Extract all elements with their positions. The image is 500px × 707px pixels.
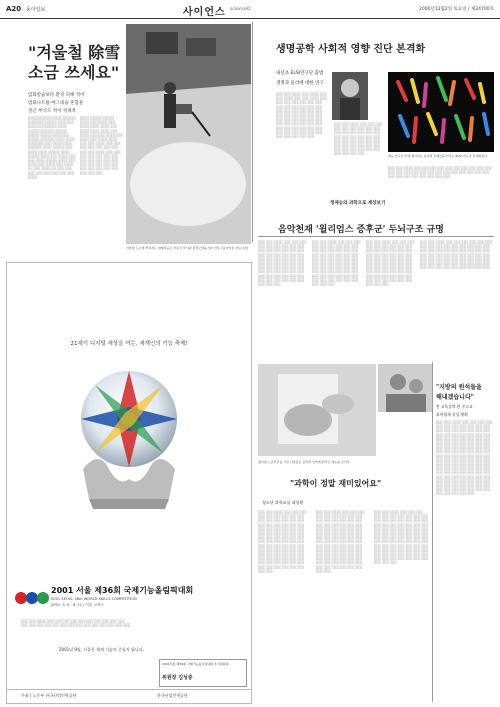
story3-photo [258, 364, 376, 456]
story1-sub: 철근 부식도 적어 경제적 [28, 109, 76, 114]
story5-headline: "지방의 원석들을 [436, 384, 482, 391]
event-title-en: 2001 SEOUL 36th WORLD SKILLS COMPETITION [51, 597, 137, 601]
story3-body: ░░░ ░░░ ░░░░ ░░░ ░░░ ░░░ ░░░ ░░░ ░░░ ░░░ ░░░ ░░░ ░░░ ░░░ ░░░ ░░░ ░░░ ░░░ ░░░ ░░░ ░░░ ░░░ ░░░ ░░░ ░░░ ░░░ ░░░ ░░░ ░░░ ░░░ ░░░ ░░░ ░░░ ░░░ ░░░ ░░░ ░░░ ░░░ ░░░ ░░░ ░░░ ░░░ ░░░ ░░░ ░░░ ░░░ ░░░ ░░░ ░░░ ░░░ ░░░ ░░░ ░░░ ░░░ ░░░ ░░░ ░░░ ░░░ ░░░ ░░░ ░░░ ░░░ ░░░ [258, 240, 307, 287]
story3-headline: 음악천재 '윌리엄스 증후군' 두뇌구조 규명 [278, 225, 444, 235]
story1-sub: 염화칼슘보다 환경 피해 적어 [28, 93, 85, 98]
story1-photo-caption: 겨울철 도로에 뿌려지는 염화칼슘은 자동차 부식과 환경오염을 일으킨다. [동아일보 자료사진] [126, 246, 249, 250]
story1-body: ░░░░░░░░░░ ░░░░ ░░░░░░ ░░░░░░░ ░░░░░ ░░░░░░░ ░░░░ ░░░░░░░░ ░░░░ ░░░░░ ░░░░░░ ░░░░░ ░░░░░ ░░░░░ ░░░░░░░ ░░░░░ ░░░░░░ ░░░░ ░░░░ ░░░░░░░ ░░░ ░░░░ ░░░░ ░░░░░░ ░░░░ ░░░░░ ░░░ ░░░░ ░░░░ ░░░░░ ░░░░ ░░░░░ ░░░░ ░░░ ░░░░ ░░░ ░░░ ░░░░ ░░░░░ ░░░░ ░░░ ░░░░ ░░░ ░░░░ ░░░ ░░░░ ░░ ░░░ ░░░░ ░░ ░░░ ░░░ ░░░ ░░░ ░░░ ░░░ ░░░ ░░░ ░░░░ [28, 116, 77, 179]
ad-bottom-label: 주최 / 노동부 한국산업인력공단 [21, 693, 77, 698]
researcher-portrait [332, 72, 368, 120]
globe-hands-illustration [69, 359, 189, 509]
story2-headline: 생명공학 사회적 영향 진단 본격화 [276, 44, 426, 55]
ad-slogan: 21세기 디지털 세상을 여는, 세계인의 기능 축제! [70, 341, 188, 347]
story2-body: ░░░ ░░░ ░░░░ ░░░ ░░░░ ░░░ ░░░ ░░░░ ░░░ ░░░ ░░░░ ░░░ ░░░ ░░░ ░░░ ░░░ ░░░ ░░░ ░░░ ░░░ ░░░ ░░░ ░░░ ░░░ ░░░ ░░░ ░░░ ░░░ ░░░ ░░░ ░░░ ░░░ ░░░ ░░░ ░░░ ░░░ ░░░ ░░░ ░░░ ░░░ ░░░ ░░░ ░░░ ░░░ ░░░ ░░░ ░░░ ░░░ ░░░ ░░░ ░░░ ░░░ ░░░ ░░░ ░░░ ░░░ ░░░ ░░░ ░░░ ░░░ ░░░ ░░░ ░░░ ░░░ ░░░ [276, 92, 327, 139]
salt-spreading-photo [126, 24, 251, 244]
org-box-label: 2001서울 제36회 국제기능올림픽대회 조직위원회 [162, 662, 229, 666]
paper-name: 동아일보 [26, 7, 46, 13]
event-logo [13, 587, 51, 609]
story3-body: ░░░ ░░░ ░░░░ ░░░ ░░░ ░░░ ░░░ ░░░ ░░░ ░░░ ░░░ ░░░ ░░░ ░░░ ░░░ ░░░ ░░░ ░░░ ░░░ ░░░ ░░░ ░░░ ░░░ ░░░ ░░░ ░░░ ░░░ ░░░ ░░░ ░░░ ░░░ ░░░ ░░░ ░░░ ░░░ ░░░ ░░░ ░░░ ░░░ ░░░ ░░░ ░░░ ░░░ ░░░ ░░░ ░░░ ░░░ ░░░ ░░░ ░░░ ░░░ ░░░ ░░░ ░░░ ░░░ ░░░ ░░░ ░░░ ░░░ ░░░ ░░░ ░░░ ░░░ [366, 240, 415, 287]
advertisement [6, 262, 252, 704]
story4-sub: 청소년 과학교실 대성황 [262, 500, 304, 505]
story4-headline: "과학이 정말 재미있어요" [290, 478, 382, 488]
story1-headline-2: 소금 쓰세요" [28, 63, 120, 82]
ad-body: ░░░ ░░░ ░░░░ ░░░ ░░░ ░░░ ░░░ ░░░ ░░░ ░░░ ░░░ ░░░ ░░░ ░░░ ░░░ ░░░ ░░░ ░░░ ░░░ ░░░ ░░░ ░░░ ░░░ ░░░ ░░░ ░░░ ░░░ [21, 619, 131, 628]
story4-body: ░░░ ░░░ ░░░░ ░░░ ░░░ ░░░ ░░░ ░░░ ░░░ ░░░ ░░░ ░░░ ░░░ ░░░ ░░░ ░░░ ░░░ ░░░ ░░░ ░░░ ░░░ ░░░ ░░░ ░░░ ░░░ ░░░ ░░░ ░░░ ░░░ ░░░ ░░░ ░░░ ░░░ ░░░ ░░░ ░░░ ░░░ ░░░ ░░░ ░░░ ░░░ ░░░ ░░░ ░░░ ░░░ ░░░ ░░░ ░░░ ░░░ ░░░ ░░░ ░░░ ░░░ ░░░ ░░░ ░░░ ░░░ ░░░ ░░░ ░░░ ░░░ ░░░ ░░░ ░░░ ░░░ ░░░ ░░░ ░░░ ░░░ ░░░ ░░░ ░░░ ░░░ ░░░ ░░░ ░░░ ░░░ ░░░ ░░░ ░░░ ░░░ ░░░ ░░░ ░░░ ░░░ ░░░ [316, 510, 365, 573]
story5-body: ░░░ ░░░ ░░░░ ░░░ ░░░ ░░░ ░░░ ░░░ ░░░ ░░░ ░░░ ░░░ ░░░ ░░░ ░░░ ░░░ ░░░ ░░░ ░░░ ░░░ ░░░ ░░░ ░░░ ░░░ ░░░ ░░░ ░░░ ░░░ ░░░ ░░░ ░░░ ░░░ ░░░ ░░░ ░░░ ░░░ ░░░ ░░░ ░░░ ░░░ ░░░ ░░░ ░░░ ░░░ ░░░ ░░░ ░░░ ░░░ ░░░ ░░░ ░░░ ░░░ ░░░ ░░░ ░░░ ░░░ ░░░ ░░░ ░░░ ░░░ ░░░ ░░░ ░░░ ░░░ ░░░ ░░░ ░░░ ░░░ ░░░ ░░░ ░░░ ░░░ ░░░ ░░░ ░░░ ░░░ ░░░ ░░░ ░░░ ░░░ ░░░ ░░░ ░░░ ░░░ ░░░ ░░░ ░░░ ░░░ ░░░ ░░░ ░░░ ░░░ ░░░ ░░░ ░░░ ░░░ ░░░ ░░░ ░░░ ░░░ ░░░ ░░░ ░░░ ░░░ ░░░ ░░░ ░░░ ░░░ ░░░ ░░░ ░░░ ░░░ ░░░ ░░░ ░░░ ░░░ ░░░ ░░░ ░░░ ░░░ ░░░ ░░░ ░░░ ░░░ [436, 420, 493, 496]
story2-sub: 내년초 ELSI연구단 출범 [276, 71, 324, 76]
ad-footer-text: 2001년 9월, 서울은 세계 기술의 중심지 됩니다. [59, 647, 144, 652]
story1-body: ░░░░ ░░░░░ ░░░░░ ░░░░ ░░░ ░░░░ ░░░ ░░░░ ░░░░ ░░░░ ░░░ ░░░░ ░░░░ ░░░░ ░░░ ░░░░ ░░░ ░░░ ░░░░ ░░░ ░░░░ ░░░ ░░░░ ░░░░ ░░░ ░░░ ░░░░ ░░░ ░░░ ░░░ ░░░ ░░░ ░░░ ░░░ ░░░ ░░░ ░░░░ ░░░ ░░░ ░░░ ░░░ ░░░ ░░░ ░░░ ░░░ ░░░ ░░░ ░░░ ░░░ ░░░ ░░░ ░░░ ░░░ ░░░ ░░░ ░░░ ░░░ ░░░ ░░░ ░░░ ░░░ ░░░ [80, 116, 124, 175]
story3-body: ░░░ ░░░ ░░░░ ░░░ ░░░ ░░░ ░░░ ░░░ ░░░ ░░░ ░░░ ░░░ ░░░ ░░░ ░░░ ░░░ ░░░ ░░░ ░░░ ░░░ ░░░ ░░░ ░░░ ░░░ ░░░ ░░░ ░░░ ░░░ ░░░ ░░░ ░░░ ░░░ ░░░ ░░░ ░░░ ░░░ ░░░ ░░░ ░░░ ░░░ ░░░ ░░░ ░░░ ░░░ ░░░ ░░░ ░░░ ░░░ ░░░ ░░░ ░░░ ░░░ ░░░ ░░░ ░░░ ░░░ ░░░ ░░░ ░░░ ░░░ ░░░ ░░░ ░░░ [420, 240, 493, 270]
story5-sub: 과학영재 육성 계획 [436, 412, 468, 417]
story1-sub: 염화나트륨-마그네슘 혼합물 [28, 101, 84, 106]
event-title: 2001 서울 제36회 국제기능올림픽대회 [51, 586, 194, 595]
story2-body: ░░░ ░░░ ░░░░ ░░░ ░░░ ░░░ ░░░ ░░░ ░░░ ░░░ ░░░ ░░░ ░░░ ░░░ ░░░ ░░░ ░░░ ░░░ ░░░ ░░░ ░░░ ░░░ ░░░ ░░░ ░░░ ░░░ ░░░ ░░░ ░░░ ░░░ ░░░ ░░░ ░░░ ░░░ ░░░ ░░░ ░░░ ░░░ ░░░ ░░░ ░░░ ░░░ ░░░ ░░░ ░░░ ░░░ [334, 122, 383, 156]
ad-rule [7, 689, 251, 690]
story4-body: ░░░ ░░░ ░░░░ ░░░ ░░░ ░░░ ░░░ ░░░ ░░░ ░░░ ░░░ ░░░ ░░░ ░░░ ░░░ ░░░ ░░░ ░░░ ░░░ ░░░ ░░░ ░░░ ░░░ ░░░ ░░░ ░░░ ░░░ ░░░ ░░░ ░░░ ░░░ ░░░ ░░░ ░░░ ░░░ ░░░ ░░░ ░░░ ░░░ ░░░ ░░░ ░░░ ░░░ ░░░ ░░░ ░░░ ░░░ ░░░ ░░░ ░░░ ░░░ ░░░ ░░░ ░░░ ░░░ ░░░ ░░░ ░░░ ░░░ ░░░ ░░░ ░░░ ░░░ ░░░ ░░░ ░░░ ░░░ ░░░ ░░░ ░░░ ░░░ ░░░ ░░░ ░░░ ░░░ ░░░ ░░░ ░░░ ░░░ ░░░ ░░░ ░░░ ░░░ ░░░ ░░░ ░░░ [374, 510, 429, 565]
section-logo: scienceO [230, 7, 251, 12]
chromosome-photo [388, 72, 494, 152]
section-title: 사이언스 [183, 7, 226, 18]
ad-org: 한국산업인력공단 [157, 693, 188, 698]
org-box [159, 659, 247, 687]
story2-photo-caption: 게놈 연구로 인해 제기되는 윤리적 문제들을 다루는 ELSI 연구가 본격화된다. [388, 154, 488, 158]
column-divider [252, 22, 253, 242]
story2-body: ░░░ ░░░ ░░░░ ░░░ ░░░ ░░░ ░░░ ░░░ ░░░ ░░░ ░░░ ░░░ ░░░ ░░░ ░░░ ░░░ ░░░ ░░░ ░░░ ░░░ ░░░ ░░░ ░░░ ░░░ ░░░ ░░░ ░░░ ░░░ ░░░ ░░░ ░░░ ░░░ ░░░ ░░░ [388, 166, 492, 179]
story2-sub: 생명과 윤리에 대한 연구 [276, 81, 324, 86]
story1-headline: "겨울철 除雪 [28, 43, 121, 62]
committee-title: 위원장 김성중 [162, 675, 193, 681]
page-number: A20 [6, 5, 22, 13]
story3-body: ░░░ ░░░ ░░░░ ░░░ ░░░ ░░░ ░░░ ░░░ ░░░ ░░░ ░░░ ░░░ ░░░ ░░░ ░░░ ░░░ ░░░ ░░░ ░░░ ░░░ ░░░ ░░░ ░░░ ░░░ ░░░ ░░░ ░░░ ░░░ ░░░ ░░░ ░░░ ░░░ ░░░ ░░░ ░░░ ░░░ ░░░ ░░░ ░░░ ░░░ ░░░ ░░░ ░░░ ░░░ ░░░ ░░░ ░░░ ░░░ ░░░ ░░░ ░░░ ░░░ ░░░ ░░░ ░░░ ░░░ ░░░ ░░░ ░░░ ░░░ ░░░ ░░░ ░░░ [312, 240, 361, 287]
issue-date: 2000년12월2일 토요일 / 제24700호 [419, 7, 494, 12]
story5-sub: 홍 교육감의 관 중고교 [436, 404, 473, 409]
story4-body: ░░░ ░░░ ░░░░ ░░░ ░░░ ░░░ ░░░ ░░░ ░░░ ░░░ ░░░ ░░░ ░░░ ░░░ ░░░ ░░░ ░░░ ░░░ ░░░ ░░░ ░░░ ░░░ ░░░ ░░░ ░░░ ░░░ ░░░ ░░░ ░░░ ░░░ ░░░ ░░░ ░░░ ░░░ ░░░ ░░░ ░░░ ░░░ ░░░ ░░░ ░░░ ░░░ ░░░ ░░░ ░░░ ░░░ ░░░ ░░░ ░░░ ░░░ ░░░ ░░░ ░░░ ░░░ ░░░ ░░░ ░░░ ░░░ ░░░ ░░░ ░░░ ░░░ ░░░ ░░░ ░░░ ░░░ ░░░ ░░░ ░░░ ░░░ ░░░ ░░░ ░░░ ░░░ ░░░ ░░░ ░░░ ░░░ ░░░ ░░░ ░░░ ░░░ ░░░ ░░░ ░░░ ░░░ [258, 510, 307, 573]
story3-photo-caption: 윌리엄스 증후군을 가진 사람들은 음악과 언어에 뛰어난 재능을 보인다. [258, 460, 351, 464]
event-dates: 2001. 9. 5 - 9. 11 / 서울 코엑스 [51, 603, 105, 607]
story5-headline-2: 해내겠습니다" [436, 394, 474, 401]
story3-photo-small [378, 364, 432, 412]
page-header [0, 0, 500, 19]
story3-kicker: 정재승의 과학으로 세상보기 [330, 201, 386, 206]
section-rule [258, 236, 494, 237]
column-divider-right [432, 362, 433, 702]
